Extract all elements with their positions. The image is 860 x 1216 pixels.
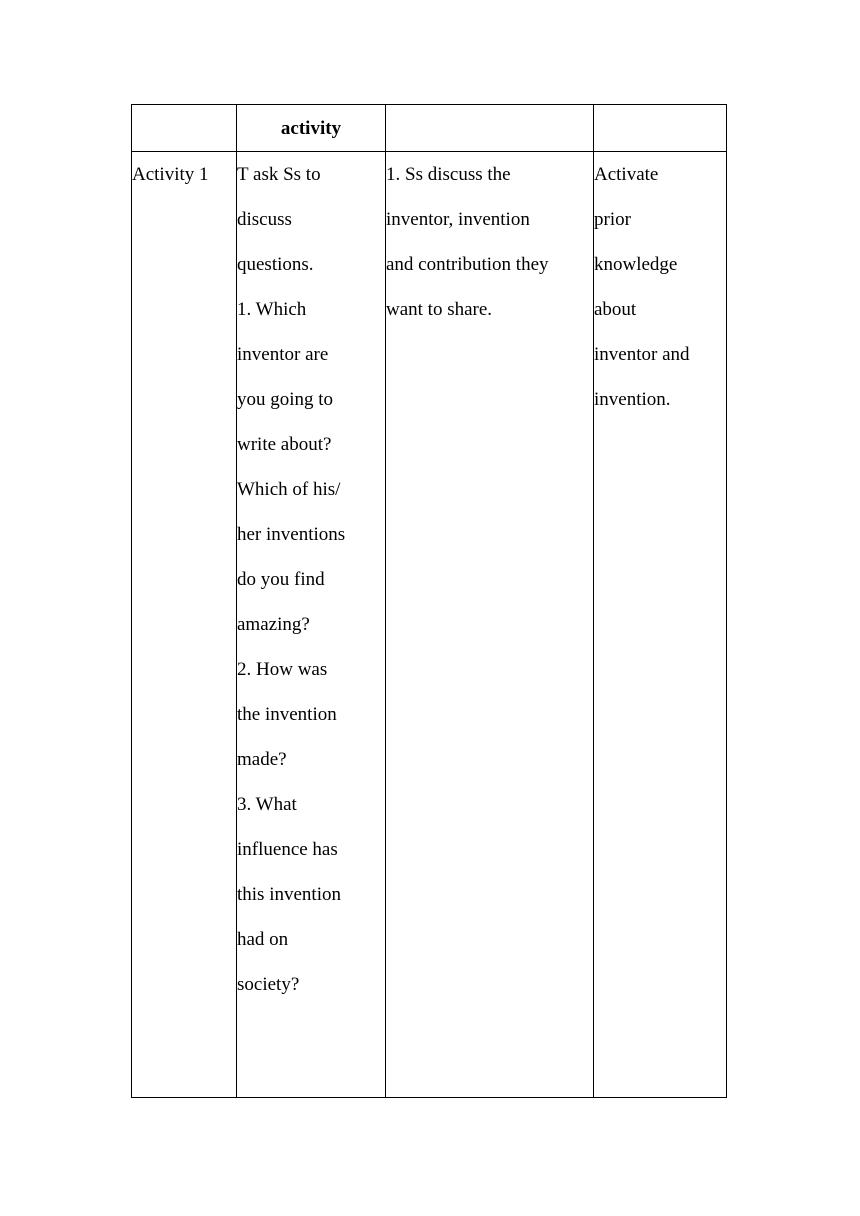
text-line: the invention (237, 704, 337, 725)
text-line: want to share. (386, 299, 493, 320)
text-line: 1. Ss discuss the (386, 164, 511, 185)
lesson-plan-table (131, 104, 727, 1098)
text-line: society? (237, 974, 300, 995)
text-line: Activate (594, 164, 659, 185)
header-cell-1-text (132, 105, 236, 106)
purpose-cell (594, 152, 727, 1098)
text-line: Which of his/ (237, 479, 341, 500)
purpose-text (594, 152, 726, 422)
student-activity-cell (386, 152, 594, 1098)
stage-label: Activity 1 (132, 164, 209, 185)
header-cell-1 (132, 105, 237, 152)
text-line: 1. Which (237, 299, 307, 320)
text-line: inventor and (594, 344, 690, 365)
text-line: about (594, 299, 637, 320)
teacher-activity-cell (237, 152, 386, 1098)
text-line: knowledge (594, 254, 678, 275)
table-header-row (132, 105, 727, 152)
header-cell-3-text (386, 105, 593, 106)
text-line: questions. (237, 254, 314, 275)
header-cell-2-text: activity (280, 118, 342, 139)
text-line: amazing? (237, 614, 310, 635)
stage-cell (132, 152, 237, 1098)
header-cell-2 (237, 105, 386, 152)
text-line: you going to (237, 389, 334, 410)
teacher-activity-text (237, 152, 385, 1007)
text-line: prior (594, 209, 631, 230)
text-line: T ask Ss to (237, 164, 321, 185)
text-line: invention. (594, 389, 671, 410)
text-line: discuss (237, 209, 292, 230)
text-line: write about? (237, 434, 332, 455)
header-cell-4-text (594, 105, 726, 106)
table-row (132, 152, 727, 1098)
text-line: influence has (237, 839, 338, 860)
text-line: her inventions (237, 524, 346, 545)
text-line: this invention (237, 884, 341, 905)
text-line: had on (237, 929, 289, 950)
header-cell-4 (594, 105, 727, 152)
text-line: inventor, invention (386, 209, 530, 230)
student-activity-text (386, 152, 593, 332)
text-line: inventor are (237, 344, 329, 365)
text-line: 3. What (237, 794, 297, 815)
text-line: do you find (237, 569, 325, 590)
text-line: made? (237, 749, 287, 770)
text-line: and contribution they (386, 254, 549, 275)
text-line: 2. How was (237, 659, 328, 680)
header-cell-3 (386, 105, 594, 152)
